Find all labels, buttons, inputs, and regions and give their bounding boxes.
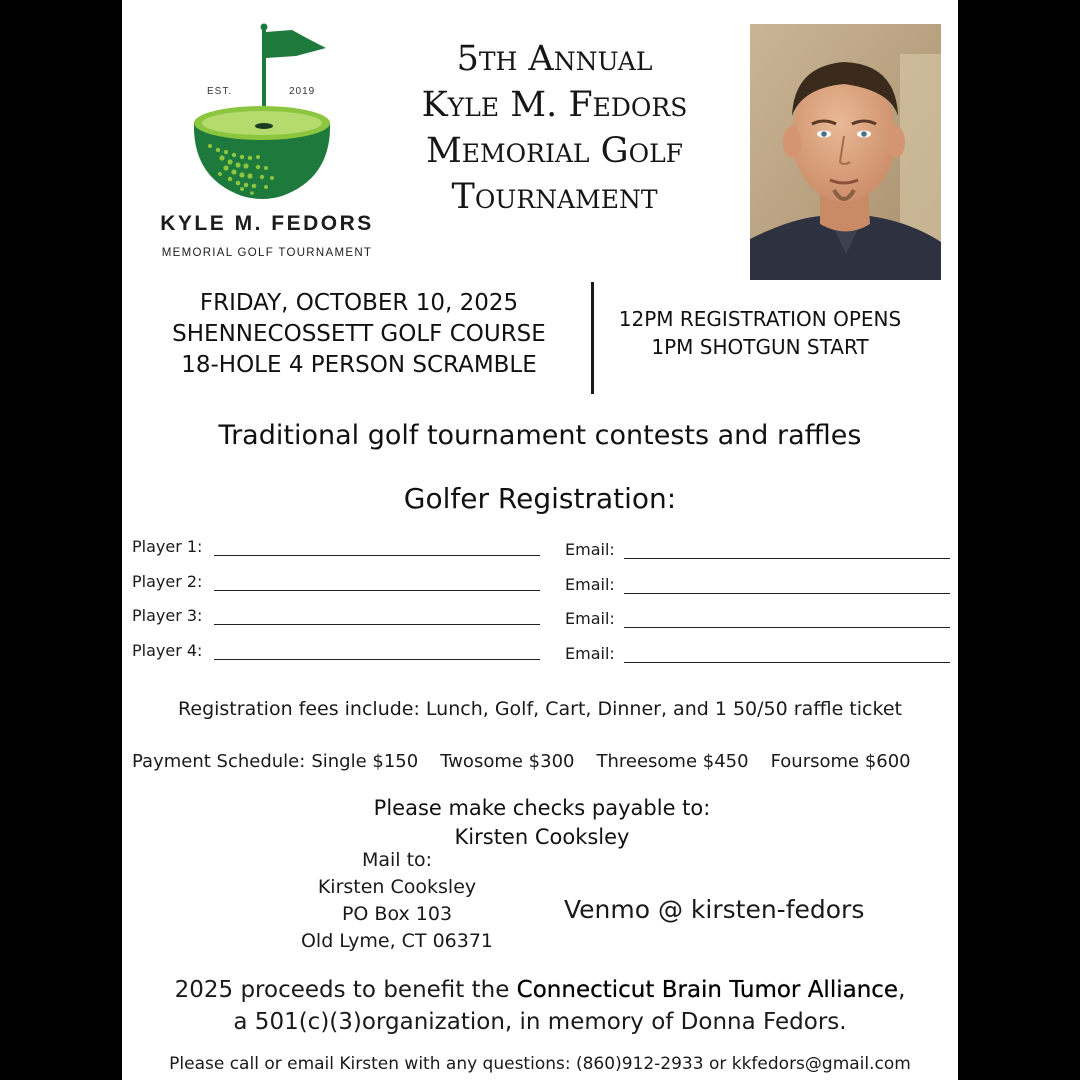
mailing-address xyxy=(272,847,522,955)
payment-label: Payment Schedule: xyxy=(132,751,306,772)
player-name-field[interactable] xyxy=(214,555,540,556)
title-line-4: Tournament xyxy=(451,177,658,217)
player-email-field[interactable] xyxy=(624,593,950,594)
email-label: Email: xyxy=(565,609,615,628)
flyer-page xyxy=(122,0,958,1080)
player-name-field[interactable] xyxy=(214,659,540,660)
checks-line: Please make checks payable to: xyxy=(373,796,711,820)
player-label: Player 1: xyxy=(132,537,203,556)
registration-time: 12PM REGISTRATION OPENS xyxy=(618,307,902,331)
proceeds-statement xyxy=(122,974,958,1038)
player-email-field[interactable] xyxy=(624,558,950,559)
title-line-3: Memorial Golf xyxy=(425,131,684,171)
title-line-2: Kyle M. Fedors xyxy=(421,85,688,125)
player-email-field[interactable] xyxy=(624,662,950,663)
mail-label: Mail to: xyxy=(361,849,433,871)
player-name-field[interactable] xyxy=(214,590,540,591)
email-label: Email: xyxy=(565,644,615,663)
registration-heading: Golfer Registration: xyxy=(403,482,677,515)
event-format: 18-HOLE 4 PERSON SCRAMBLE xyxy=(181,352,537,378)
beneficiary-org: Connecticut Brain Tumor Alliance xyxy=(516,977,899,1003)
venmo-handle: Venmo @ kirsten-fedors xyxy=(564,895,865,924)
mail-box: PO Box 103 xyxy=(341,903,453,925)
player-name-field[interactable] xyxy=(214,624,540,625)
memorial-portrait-photo xyxy=(750,24,941,280)
event-course: SHENNECOSSETT GOLF COURSE xyxy=(172,321,546,347)
event-date: FRIDAY, OCTOBER 10, 2025 xyxy=(199,290,519,316)
mail-name: Kirsten Cooksley xyxy=(317,876,477,898)
vertical-divider xyxy=(591,282,594,394)
proceeds-line-2: a 501(c)(3)organization, in memory of Donna Fedors. xyxy=(233,1009,847,1035)
player-row-3 xyxy=(132,606,952,630)
payment-schedule xyxy=(132,751,933,772)
player-label: Player 4: xyxy=(132,641,203,660)
contact-info: Please call or email Kirsten with any questions: (860)912-2933 or kkfedors@gmail.com xyxy=(169,1054,911,1074)
registration-fees: Registration fees include: Lunch, Golf, Cart, Dinner, and 1 50/50 raffle ticket xyxy=(178,698,902,720)
logo-est-label: EST. xyxy=(207,86,233,97)
player-row-2 xyxy=(132,572,952,596)
proceeds-suffix: , xyxy=(898,977,906,1003)
logo-est-year: 2019 xyxy=(289,86,316,97)
price-single: Single $150 xyxy=(311,751,419,772)
proceeds-prefix: 2025 proceeds to benefit the xyxy=(174,977,517,1003)
portrait-icon xyxy=(750,24,941,280)
title-line-1: 5th Annual xyxy=(456,39,653,79)
player-label: Player 3: xyxy=(132,606,203,625)
price-foursome: Foursome $600 xyxy=(770,751,911,772)
mail-city: Old Lyme, CT 06371 xyxy=(300,930,494,952)
shotgun-start-time: 1PM SHOTGUN START xyxy=(651,335,869,359)
contests-text: Traditional golf tournament contests and raffles xyxy=(218,420,862,451)
player-row-1 xyxy=(132,537,952,561)
tournament-title xyxy=(377,36,732,220)
logo-name: KYLE M. FEDORS xyxy=(160,212,374,235)
logo-subtitle: MEMORIAL GOLF TOURNAMENT xyxy=(161,247,373,259)
player-email-field[interactable] xyxy=(624,627,950,628)
player-row-4 xyxy=(132,641,952,665)
email-label: Email: xyxy=(565,540,615,559)
event-times xyxy=(600,305,920,361)
price-twosome: Twosome $300 xyxy=(440,751,575,772)
checks-payee: Kirsten Cooksley xyxy=(454,825,630,849)
checks-payable xyxy=(242,794,842,852)
email-label: Email: xyxy=(565,575,615,594)
event-details xyxy=(144,288,574,381)
price-threesome: Threesome $450 xyxy=(596,751,749,772)
player-label: Player 2: xyxy=(132,572,203,591)
